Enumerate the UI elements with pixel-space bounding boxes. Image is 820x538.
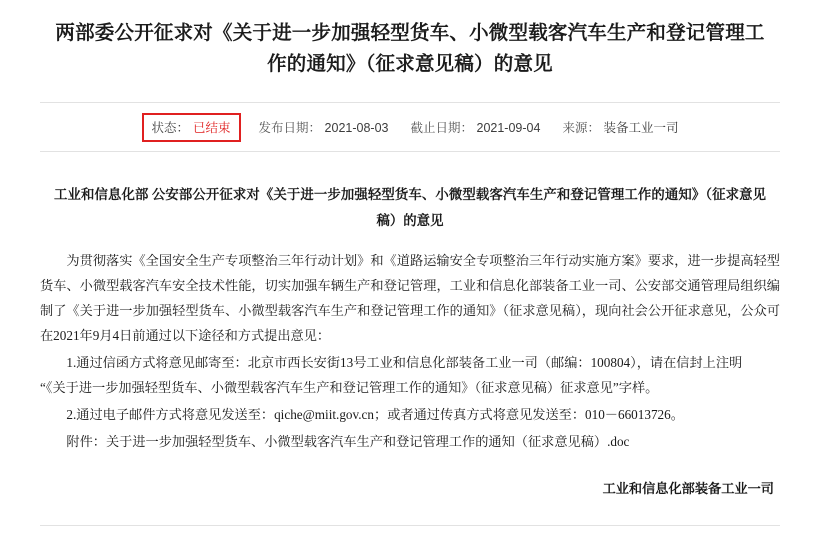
status-value: 已结束	[193, 120, 231, 135]
meta-bar	[40, 102, 780, 152]
deadline-date-label: 截止日期：	[410, 121, 474, 135]
publish-date-value: 2021-08-03	[324, 121, 389, 135]
paragraph-1: 为贯彻落实《全国安全生产专项整治三年行动计划》和《道路运输安全专项整治三年行动实施方案》要求，进一步提高轻型货车、小微型载客汽车安全技术性能，切实加强车辆生产和登记管理，工业和信息化部装备工业一司、公安部交通管理局组织编制了《关于进一步加强轻型货车、小微型载客汽车生产和登记管理工作的通知》（征求意见稿），现向社会公开征求意见，公众可在2021年9月4日前通过以下途径和方式提出意见：	[40, 253, 780, 343]
document-heading: 工业和信息化部 公安部公开征求对《关于进一步加强轻型货车、小微型载客汽车生产和登记管理工作的通知》（征求意见稿）的意见	[54, 187, 766, 228]
source-value: 装备工业一司	[603, 121, 679, 135]
list-item-2: 2.通过电子邮件方式将意见发送至：qiche@miit.gov.cn；或者通过传真方式将意见发送至：010－66013726。	[66, 407, 684, 422]
document-body	[40, 152, 780, 501]
source-label: 来源：	[562, 121, 600, 135]
deadline-date-value: 2021-09-04	[476, 121, 541, 135]
attachment-line[interactable]: 附件：关于进一步加强轻型货车、小微型载客汽车生产和登记管理工作的通知（征求意见稿）.doc	[66, 434, 630, 449]
publish-date	[259, 118, 389, 136]
status-badge	[142, 113, 241, 142]
page-title: 两部委公开征求对《关于进一步加强轻型货车、小微型载客汽车生产和登记管理工作的通知》（征求意见稿）的意见	[55, 23, 765, 75]
list-item-1-continued: “《关于进一步加强轻型货车、小微型载客汽车生产和登记管理工作的通知》（征求意见稿）征求意见”字样。	[40, 380, 659, 395]
meta-row	[142, 113, 679, 142]
signature: 工业和信息化部装备工业一司	[602, 481, 774, 496]
list-item-1: 1.通过信函方式将意见邮寄至：北京市西长安街13号工业和信息化部装备工业一司（邮编：100804），请在信封上注明	[66, 355, 743, 370]
status-label: 状态：	[151, 120, 190, 135]
source	[562, 118, 678, 136]
bottom-divider	[40, 525, 780, 526]
deadline-date	[411, 118, 541, 136]
publish-date-label: 发布日期：	[258, 121, 322, 135]
